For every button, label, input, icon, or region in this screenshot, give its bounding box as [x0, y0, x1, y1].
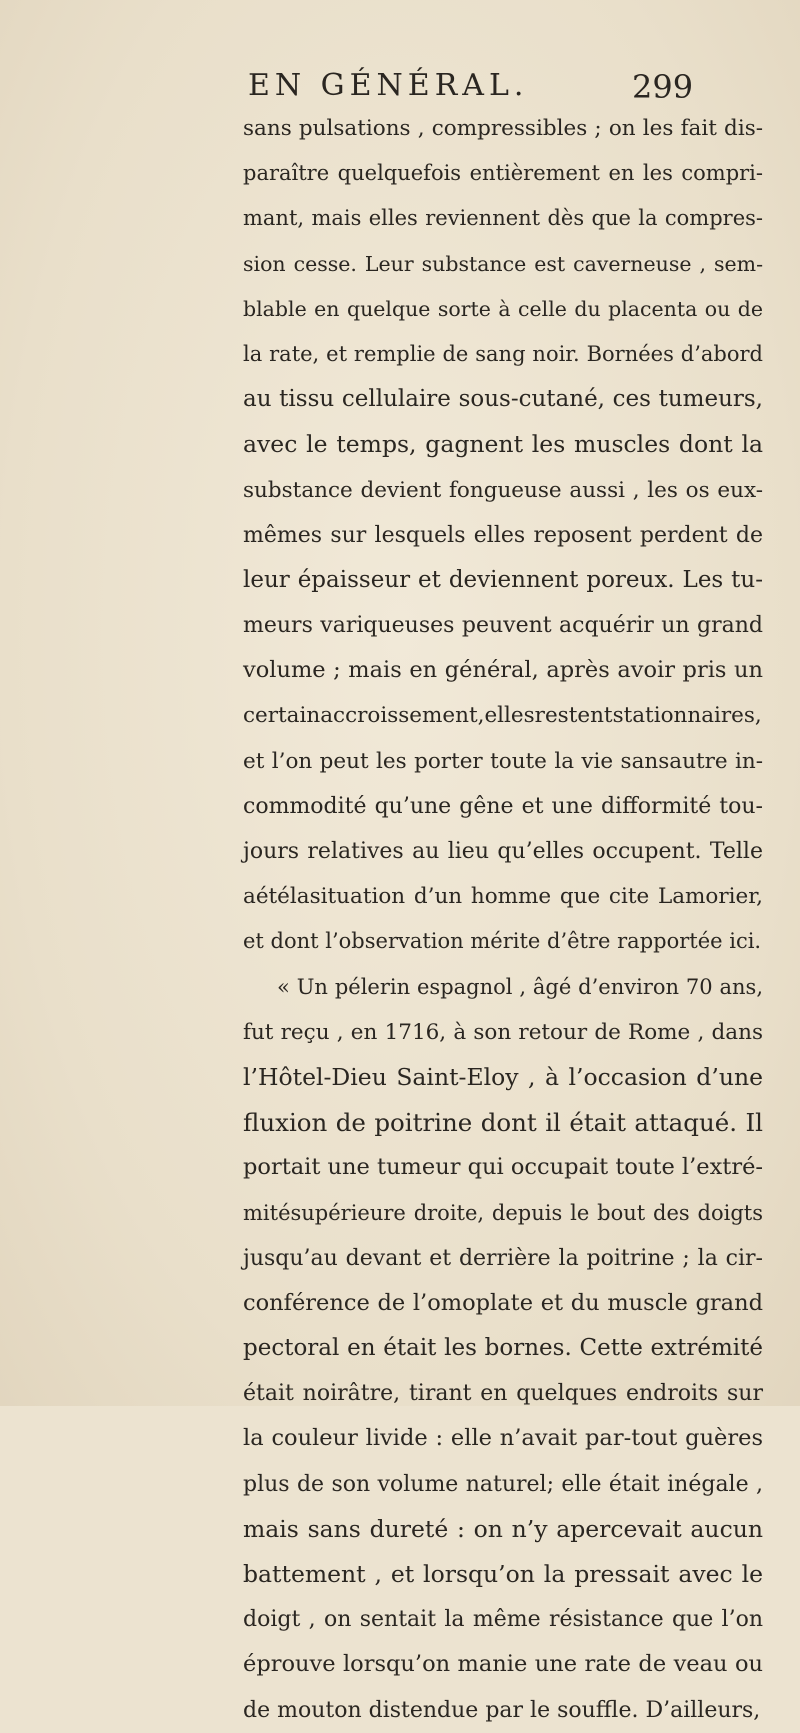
text-line: conférence de l’omoplate et du muscle grand	[243, 1289, 763, 1316]
text-line: sans pulsations , compressibles ; on les fait dis-	[243, 116, 763, 141]
text-line: substance devient fongueuse aussi , les os eux-	[243, 477, 763, 503]
text-line: « Un pélerin espagnol , âgé d’environ 70 ans,	[277, 974, 763, 999]
text-line: meurs variqueuses peuvent acquérir un grand	[243, 613, 763, 639]
text-line: aétélasituation d’un homme que cite Lamorier,	[243, 884, 763, 910]
text-line: et dont l’observation mérite d’être rapportée ici.	[243, 929, 762, 954]
text-line: la couleur livide : elle n’avait par-tout guères	[243, 1425, 763, 1452]
text-line: mant, mais elles reviennent dès que la compres-	[243, 206, 763, 231]
running-head	[0, 68, 800, 108]
text-line: leur épaisseur et deviennent poreux. Les tu-	[243, 566, 763, 593]
text-line: fut reçu , en 1716, à son retour de Rome , dans	[243, 1019, 763, 1045]
text-line: de mouton distendue par le souffle. D’ailleurs,	[243, 1697, 761, 1723]
text-line: était noirâtre, tirant en quelques endroits sur	[243, 1381, 763, 1407]
text-line: doigt , on sentait la même résistance que l’on	[243, 1607, 763, 1633]
text-line: sion cesse. Leur substance est caverneuse , sem-	[243, 251, 763, 276]
text-line: l’Hôtel-Dieu Saint-Eloy , à l’occasion d’une	[243, 1062, 763, 1091]
text-line: plus de son volume naturel; elle était inégale ,	[243, 1471, 763, 1497]
text-line: avec le temps, gagnent les muscles dont la	[243, 430, 763, 459]
text-line: et l’on peut les porter toute la vie sansautre in-	[243, 748, 763, 774]
text-line: fluxion de poitrine dont il était attaqué. Il	[243, 1108, 763, 1138]
running-head-title: EN GÉNÉRAL.	[248, 68, 529, 103]
text-line: au tissu cellulaire sous-cutané, ces tumeurs,	[243, 386, 763, 413]
text-line: paraître quelquefois entièrement en les compri-	[243, 161, 763, 186]
text-line: mêmes sur lesquels elles reposent perdent de	[243, 522, 763, 548]
text-line: pectoral en était les bornes. Cette extrémité	[243, 1335, 763, 1362]
text-line: jours relatives au lieu qu’elles occupent. Telle	[243, 839, 763, 864]
text-line: commodité qu’une gêne et une difformité tou-	[243, 793, 763, 819]
text-line: portait une tumeur qui occupait toute l’extré-	[243, 1154, 763, 1181]
text-line: mais sans dureté : on n’y apercevait aucun	[243, 1514, 763, 1543]
text-line: la rate, et remplie de sang noir. Bornées d’abord	[243, 341, 763, 366]
text-line: certainaccroissement,ellesrestentstationnaires,	[243, 703, 762, 729]
text-line: jusqu’au devant et derrière la poitrine ; la cir-	[243, 1245, 763, 1271]
text-line: mitésupérieure droite, depuis le bout des doigts	[243, 1200, 763, 1225]
page-number: 299	[632, 68, 694, 106]
text-line: battement , et lorsqu’on la pressait avec le	[243, 1560, 763, 1588]
text-line: volume ; mais en général, après avoir pris un	[243, 657, 763, 684]
body-text	[243, 106, 763, 1733]
text-line: éprouve lorsqu’on manie une rate de veau ou	[243, 1651, 763, 1678]
text-line: blable en quelque sorte à celle du placenta ou de	[243, 296, 763, 321]
